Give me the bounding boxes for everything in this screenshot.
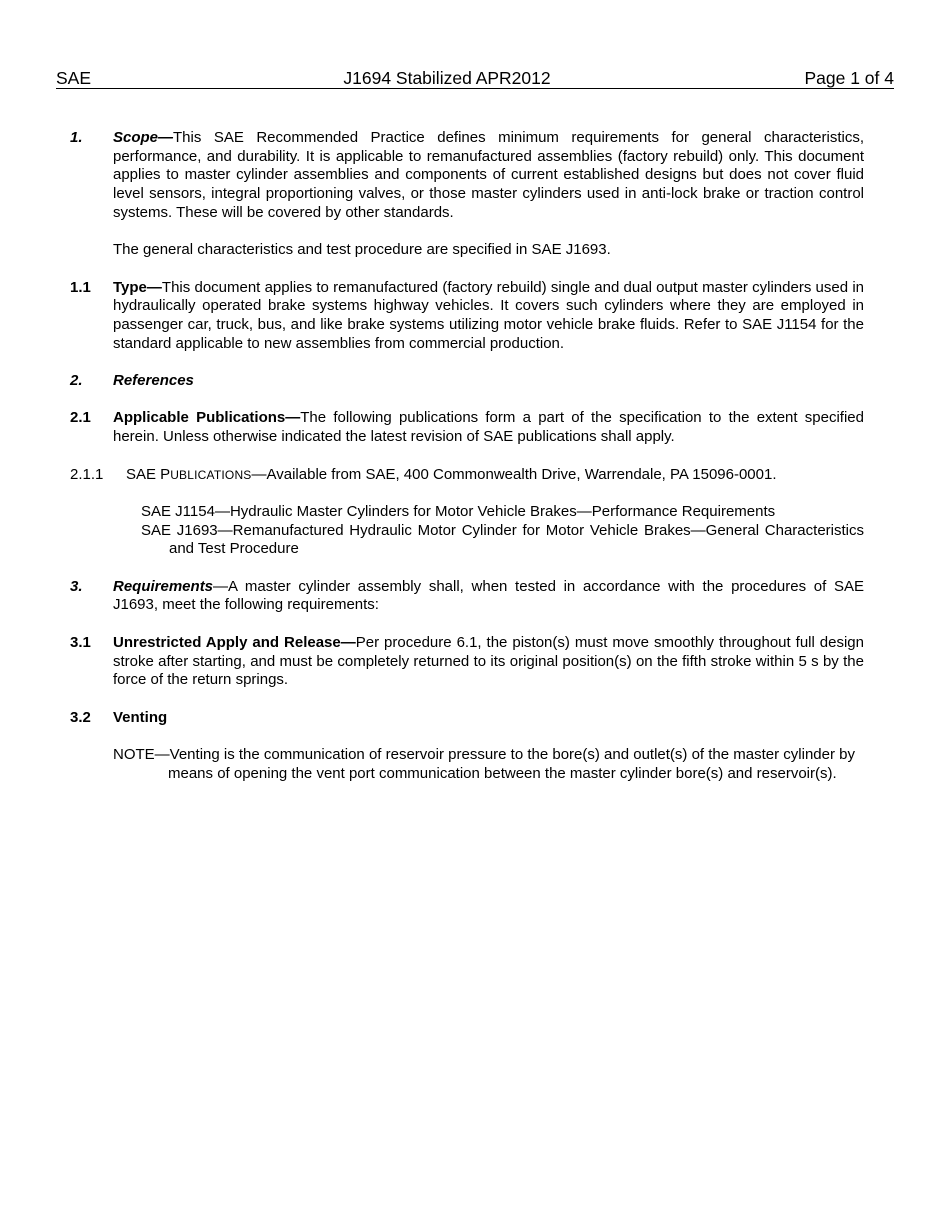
- section-2-1-1-sae-publications: [70, 466, 864, 485]
- section-2-references: [70, 372, 864, 391]
- section-text: The following publications form a part of the specification to the extent specified herein. Unless otherwise indicated the latest revision of SAE publications shall apply.: [113, 409, 864, 446]
- reference-item: SAE J1154—Hydraulic Master Cylinders for Motor Vehicle Brakes—Performance Requirements: [141, 502, 776, 520]
- section-number: 3.2: [70, 708, 91, 726]
- section-text: This SAE Recommended Practice defines minimum requirements for general characteristics, performance, and durability. It is applicable to remanufactured assemblies (factory rebuild) only. This document applies to master cylinder assemblies and components of current established designs but does not cover fluid level sensors, integral proportioning valves, or those master cylinders used in anti-lock brake or traction control systems. These will be covered by other standards.: [113, 129, 864, 221]
- section-2-1-applicable-publications: [70, 409, 864, 446]
- section-text: —Available from SAE, 400 Commonwealth Drive, Warrendale, PA 15096-0001.: [251, 465, 777, 483]
- section-number: 3.: [70, 577, 83, 595]
- section-number: 2.1: [70, 409, 91, 427]
- section-title: Unrestricted Apply and Release—: [113, 633, 356, 651]
- section-text: This document applies to remanufactured (factory rebuild) single and dual output master cylinders used in hydraulically operated brake systems highway vehicles. It covers such cylinders where they are employed in passenger car, truck, bus, and like brake systems utilizing motor vehicle brake fluids. Refer to SAE J1154 for the standard applicable to new assemblies from commercial production.: [113, 278, 864, 352]
- section-title: References: [113, 372, 194, 390]
- header-organization: SAE: [56, 68, 92, 88]
- header-page-number: Page 1 of 4: [804, 68, 894, 88]
- header-document-id: J1694 Stabilized APR2012: [343, 68, 551, 88]
- section-title: Requirements: [113, 577, 214, 595]
- page-header: [56, 68, 894, 89]
- section-title: Scope: [113, 129, 159, 146]
- title-dash: —: [158, 129, 174, 146]
- reference-list: [70, 503, 864, 559]
- section-1-1-type: [70, 279, 864, 354]
- section-text: Per procedure 6.1, the piston(s) must move smoothly throughout full design stroke after starting, and must be completely returned to its original position(s) on the fifth stroke within 5 s by the force of the return springs.: [113, 633, 864, 689]
- section-number: 1.: [70, 129, 83, 146]
- section-text: —A master cylinder assembly shall, when tested in accordance with the procedures of SAE J1693, meet the following requirements:: [113, 577, 864, 614]
- section-number: 2.: [70, 372, 83, 390]
- section-number: 2.1.1: [70, 465, 104, 483]
- section-3-2-venting: [70, 709, 864, 728]
- publications-small-caps: UBLICATIONS: [170, 467, 252, 482]
- section-1-paragraph-2: The general characteristics and test procedure are specified in SAE J1693.: [113, 241, 611, 259]
- section-number: 3.1: [70, 633, 91, 651]
- document-body: [70, 129, 864, 783]
- venting-note: [70, 746, 864, 783]
- section-1-scope: [70, 129, 864, 223]
- section-3-1-unrestricted-apply: [70, 634, 864, 690]
- section-title: Applicable Publications—: [113, 409, 301, 427]
- section-title: Venting: [113, 708, 168, 726]
- reference-item: SAE J1693—Remanufactured Hydraulic Motor Cylinder for Motor Vehicle Brakes—General Characteristics and Test Procedure: [141, 521, 864, 558]
- section-title: Type—: [113, 278, 162, 296]
- section-number: 1.1: [70, 278, 91, 296]
- sae-lead: SAE P: [126, 465, 171, 483]
- section-3-requirements: [70, 578, 864, 615]
- note-text: NOTE—Venting is the communication of reservoir pressure to the bore(s) and outlet(s) of the master cylinder by means of opening the vent port communication between the master cylinder bore(s) and reservoir(s).: [113, 746, 855, 782]
